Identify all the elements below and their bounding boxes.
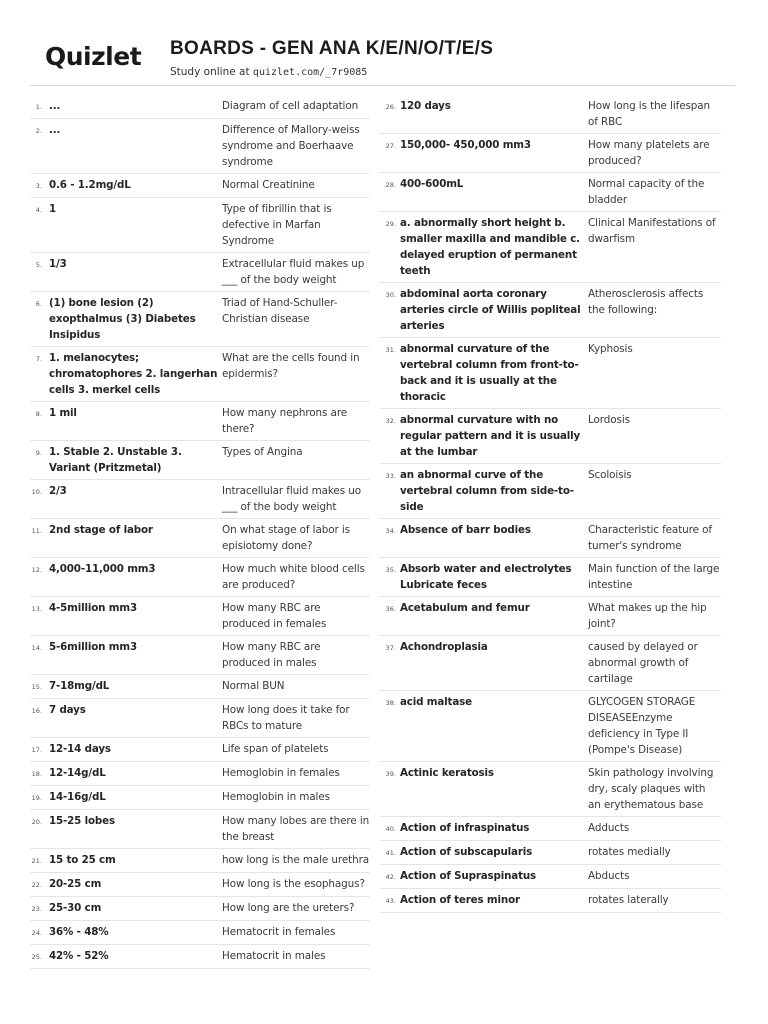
term-text: 12-14 days	[49, 743, 111, 755]
term-row	[30, 786, 370, 810]
term-row	[30, 699, 370, 738]
term-number: 13.	[31, 605, 42, 613]
term-text: 36% - 48%	[49, 926, 109, 938]
term-text: 4-5million mm3	[49, 602, 137, 614]
term-number: 8.	[35, 410, 42, 418]
term-text: ...	[49, 124, 61, 136]
term-number: 19.	[31, 794, 42, 802]
term-row	[380, 889, 721, 913]
term-number: 12.	[31, 566, 42, 574]
definition-text: Normal Creatinine	[222, 179, 315, 191]
term-number: 21.	[31, 857, 42, 865]
term-number: 31.	[385, 346, 396, 354]
definition-text: How much white blood cells are produced?	[222, 563, 365, 591]
definition-text: Type of fibrillin that is defective in Marfan Syndrome	[222, 203, 332, 247]
term-row	[30, 921, 370, 945]
term-row	[30, 849, 370, 873]
definition-text: Intracellular fluid makes uo ___ of the body weight	[222, 485, 361, 513]
term-number: 1.	[35, 103, 42, 111]
term-row	[30, 402, 370, 441]
term-row	[380, 283, 721, 338]
term-row	[380, 817, 721, 841]
term-text: 15 to 25 cm	[49, 854, 116, 866]
header-divider	[30, 85, 735, 86]
right-column	[380, 95, 721, 913]
term-number: 23.	[31, 905, 42, 913]
term-row	[30, 95, 370, 119]
definition-text: Triad of Hand-Schuller-Christian disease	[222, 297, 338, 325]
term-row	[30, 897, 370, 921]
term-text: 1	[49, 203, 57, 215]
term-text: Absence of barr bodies	[400, 524, 531, 536]
term-row	[380, 762, 721, 817]
term-row	[380, 134, 721, 173]
term-number: 18.	[31, 770, 42, 778]
term-text: 7 days	[49, 704, 86, 716]
term-row	[380, 636, 721, 691]
term-number: 40.	[385, 825, 396, 833]
term-number: 5.	[35, 261, 42, 269]
left-column	[30, 95, 370, 969]
term-row	[30, 558, 370, 597]
term-text: 1 mil	[49, 407, 77, 419]
definition-text: Clinical Manifestations of dwarfism	[588, 217, 716, 245]
term-row	[380, 95, 721, 134]
term-number: 34.	[385, 527, 396, 535]
term-row	[380, 519, 721, 558]
term-text: a. abnormally short height b. smaller maxilla and mandible c. delayed eruption of permanent teeth	[400, 217, 580, 277]
term-text: 1/3	[49, 258, 67, 270]
term-text: 2/3	[49, 485, 67, 497]
term-text: Action of teres minor	[400, 894, 520, 906]
term-row	[30, 347, 370, 402]
term-text: 5-6million mm3	[49, 641, 137, 653]
definition-text: Characteristic feature of turner's syndrome	[588, 524, 712, 552]
term-text: ...	[49, 100, 61, 112]
term-row	[380, 338, 721, 409]
term-number: 4.	[35, 206, 42, 214]
term-number: 9.	[35, 449, 42, 457]
term-number: 25.	[31, 953, 42, 961]
term-text: 14-16g/dL	[49, 791, 106, 803]
term-text: 25-30 cm	[49, 902, 102, 914]
definition-text: How many nephrons are there?	[222, 407, 348, 435]
study-online-link[interactable]: quizlet.com/_7r9085	[252, 67, 368, 78]
definition-text: Diagram of cell adaptation	[222, 100, 359, 112]
term-row	[380, 173, 721, 212]
term-text: 4,000-11,000 mm3	[49, 563, 156, 575]
term-text: abnormal curvature of the vertebral column from front-to-back and it is usually at the thoracic	[400, 343, 579, 403]
term-text: abnormal curvature with no regular pattern and it is usually at the lumbar	[400, 414, 581, 458]
definition-text: How many platelets are produced?	[588, 139, 710, 167]
term-text: 12-14g/dL	[49, 767, 106, 779]
term-number: 36.	[385, 605, 396, 613]
term-row	[380, 212, 721, 283]
definition-text: how long is the male urethra	[222, 854, 370, 866]
page-header	[0, 0, 768, 86]
definition-text: How long are the ureters?	[222, 902, 355, 914]
definition-text: How many lobes are there in the breast	[222, 815, 370, 843]
definition-text: Scoloisis	[588, 469, 632, 481]
definition-text: Hemoglobin in males	[222, 791, 330, 803]
term-text: abdominal aorta coronary arteries circle of Willis popliteal arteries	[400, 288, 581, 332]
term-text: 2nd stage of labor	[49, 524, 153, 536]
term-number: 35.	[385, 566, 396, 574]
term-row	[30, 253, 370, 292]
study-online-label: Study online at	[170, 66, 253, 78]
term-number: 33.	[385, 472, 396, 480]
term-text: Achondroplasia	[400, 641, 488, 653]
term-text: Actinic keratosis	[400, 767, 494, 779]
term-row	[30, 810, 370, 849]
term-row	[380, 464, 721, 519]
term-text: Action of subscapularis	[400, 846, 533, 858]
term-number: 38.	[385, 699, 396, 707]
definition-text: Extracellular fluid makes up ___ of the body weight	[222, 258, 365, 286]
term-number: 29.	[385, 220, 396, 228]
quizlet-logo[interactable]: Quizlet	[45, 42, 142, 71]
definition-text: Lordosis	[588, 414, 630, 426]
term-row	[380, 865, 721, 889]
definition-text: What are the cells found in epidermis?	[222, 352, 360, 380]
term-row	[30, 519, 370, 558]
term-number: 39.	[385, 770, 396, 778]
term-number: 17.	[31, 746, 42, 754]
term-text: Action of infraspinatus	[400, 822, 530, 834]
term-number: 41.	[385, 849, 396, 857]
term-number: 3.	[35, 182, 42, 190]
term-text: (1) bone lesion (2) exopthalmus (3) Diabetes Insipidus	[49, 297, 196, 341]
definition-text: Hematocrit in females	[222, 926, 336, 938]
definition-text: rotates medially	[588, 846, 671, 858]
term-number: 22.	[31, 881, 42, 889]
term-text: Absorb water and electrolytes Lubricate feces	[400, 563, 572, 591]
term-text: Acetabulum and femur	[400, 602, 530, 614]
term-number: 28.	[385, 181, 396, 189]
term-number: 15.	[31, 683, 42, 691]
definition-text: GLYCOGEN STORAGE DISEASEEnzyme deficiency in Type II (Pompe's Disease)	[588, 696, 696, 756]
term-number: 32.	[385, 417, 396, 425]
definition-text: How many RBC are produced in males	[222, 641, 321, 669]
term-row	[30, 441, 370, 480]
term-text: Action of Supraspinatus	[400, 870, 537, 882]
definition-text: Life span of platelets	[222, 743, 329, 755]
term-number: 26.	[385, 103, 396, 111]
definition-text: Main function of the large intestine	[588, 563, 720, 591]
term-number: 11.	[31, 527, 42, 535]
term-row	[30, 480, 370, 519]
term-text: 15-25 lobes	[49, 815, 115, 827]
definition-text: How long is the esophagus?	[222, 878, 365, 890]
term-text: 1. melanocytes; chromatophores 2. langerhan cells 3. merkel cells	[49, 352, 218, 396]
term-row	[30, 738, 370, 762]
term-row	[30, 762, 370, 786]
term-text: 150,000- 450,000 mm3	[400, 139, 531, 151]
term-text: 0.6 - 1.2mg/dL	[49, 179, 131, 191]
term-row	[380, 558, 721, 597]
definition-text: How long does it take for RBCs to mature	[222, 704, 350, 732]
definition-text: Normal capacity of the bladder	[588, 178, 705, 206]
term-text: 20-25 cm	[49, 878, 102, 890]
definition-text: Adducts	[588, 822, 630, 834]
term-row	[30, 873, 370, 897]
set-title: BOARDS - GEN ANA K/E/N/O/T/E/S	[170, 38, 494, 59]
term-text: acid maltase	[400, 696, 472, 708]
definition-text: Difference of Mallory-weiss syndrome and Boerhaave syndrome	[222, 124, 360, 168]
term-number: 24.	[31, 929, 42, 937]
definition-text: How long is the lifespan of RBC	[588, 100, 711, 128]
term-number: 16.	[31, 707, 42, 715]
term-row	[30, 292, 370, 347]
definition-text: Hematocrit in males	[222, 950, 326, 962]
term-row	[380, 841, 721, 865]
term-number: 7.	[35, 355, 42, 363]
term-number: 14.	[31, 644, 42, 652]
term-text: 400-600mL	[400, 178, 464, 190]
term-row	[30, 597, 370, 636]
term-row	[380, 409, 721, 464]
term-text: 7-18mg/dL	[49, 680, 110, 692]
term-number: 20.	[31, 818, 42, 826]
study-online-line	[170, 66, 367, 78]
term-row	[30, 636, 370, 675]
definition-text: caused by delayed or abnormal growth of cartilage	[588, 641, 698, 685]
term-text: 120 days	[400, 100, 451, 112]
term-row	[30, 174, 370, 198]
term-number: 10.	[31, 488, 42, 496]
term-number: 27.	[385, 142, 396, 150]
term-text: an abnormal curve of the vertebral column from side-to-side	[400, 469, 574, 513]
term-row	[30, 675, 370, 699]
definition-text: Normal BUN	[222, 680, 285, 692]
definition-text: How many RBC are produced in females	[222, 602, 327, 630]
definition-text: On what stage of labor is episiotomy done?	[222, 524, 350, 552]
term-text: 42% - 52%	[49, 950, 109, 962]
definition-text: Hemoglobin in females	[222, 767, 340, 779]
term-row	[380, 597, 721, 636]
definition-text: Atherosclerosis affects the following:	[588, 288, 704, 316]
term-number: 43.	[385, 897, 396, 905]
definition-text: Abducts	[588, 870, 630, 882]
term-number: 30.	[385, 291, 396, 299]
term-row	[30, 945, 370, 969]
definition-text: Types of Angina	[222, 446, 303, 458]
term-row	[30, 119, 370, 174]
term-row	[30, 198, 370, 253]
definition-text: What makes up the hip joint?	[588, 602, 707, 630]
term-number: 37.	[385, 644, 396, 652]
term-number: 2.	[35, 127, 42, 135]
definition-text: Skin pathology involving dry, scaly plaques with an erythematous base	[588, 767, 714, 811]
term-number: 42.	[385, 873, 396, 881]
term-number: 6.	[35, 300, 42, 308]
term-row	[380, 691, 721, 762]
term-text: 1. Stable 2. Unstable 3. Variant (Pritzmetal)	[49, 446, 182, 474]
definition-text: Kyphosis	[588, 343, 633, 355]
definition-text: rotates laterally	[588, 894, 669, 906]
